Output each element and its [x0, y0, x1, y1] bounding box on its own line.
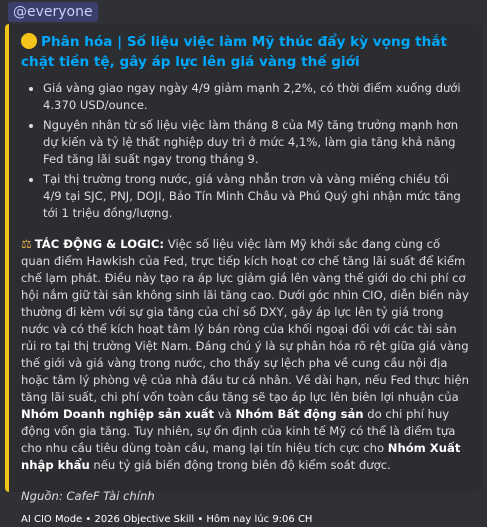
scale-icon: ⚖: [21, 237, 32, 251]
embed-footer: AI CIO Mode • 2026 Objective Skill • Hôm nay lúc 9:06 CH: [21, 514, 313, 525]
yellow-circle-icon: [21, 33, 37, 49]
embed-title[interactable]: [21, 32, 470, 72]
analysis-text-4: nếu tỷ giá biến động trong biên độ kiểm soát được.: [89, 458, 391, 472]
list-item: • Tại thị trường trong nước, giá vàng nhẫn trơn và vàng miếng chiều tối 4/9 tại SJC, PNJ, DOJI, Bảo Tín Minh Châu và Phú Quý ghi nhận mức tăng tới 1 triệu đồng/lượng.: [43, 171, 470, 222]
analysis-text-2: và: [214, 407, 236, 421]
list-item: • Giá vàng giao ngay ngày 4/9 giảm mạnh 2,2%, có thời điểm xuống dưới 4.370 USD/ounce.: [43, 80, 470, 114]
summary-list: [21, 80, 470, 222]
sector-manufacturing: Nhóm Doanh nghiệp sản xuất: [21, 407, 215, 421]
list-item: • Nguyên nhân từ số liệu việc làm tháng 8 của Mỹ tăng trưởng mạnh hơn dự kiến và tỷ lệ thất nghiệp duy trì ở mức 4,1%, làm gia tăng khả năng Fed tăng lãi suất ngay trong tháng 9.: [43, 117, 470, 168]
analysis-label: TÁC ĐỘNG & LOGIC:: [34, 237, 165, 251]
analysis-text-3: do chi phí huy động vốn gia tăng. Tuy nhiên, sự ổn định của kinh tế Mỹ có thể là điểm tựa cho nhu cầu tiêu dùng toàn cầu, mang lại tín hiệu tích cực cho: [21, 407, 456, 455]
news-embed: [5, 24, 482, 525]
analysis-text-1: Việc số liệu việc làm Mỹ khởi sắc đang cùng cố quan điểm Hawkish của Fed, trực tiếp kích hoạt cơ chế tăng lãi suất để kiểm chế lạm phát. Điều này tạo ra áp lực giảm giá lên vàng thế giới do chi phí cơ hội nắm giữ tài sản không sinh lãi tăng cao. Dưới góc nhìn CIO, diễn biến này thường đi kèm với sự gia tăng của chỉ số DXY, gây áp lực lên tỷ giá trong nước và có thể kích hoạt tâm lý bán ròng của khối ngoại đối với các tài sản rủi ro tại thị trường Việt Nam. Đáng chú ý là sự phân hóa rõ rệt giữa giá vàng thế giới và giá vàng trong nước, cho thấy sự lệch pha về cung cầu nội địa hoặc tâm lý phòng vệ của nhà đầu tư cá nhân. Về dài hạn, nếu Fed thực hiện tăng lãi suất, chi phí vốn toàn cầu tăng sẽ tạo áp lực lên biên lợi nhuận của: [21, 237, 470, 404]
everyone-mention[interactable]: @everyone: [8, 2, 98, 22]
sector-real-estate: Nhóm Bất động sản: [235, 407, 364, 421]
embed-title-text[interactable]: Phân hóa | Số liệu việc làm Mỹ thúc đẩy kỳ vọng thắt chặt tiền tệ, gây áp lực lên giá vàng thế giới: [21, 34, 448, 70]
source-line: Nguồn: CafeF Tài chính: [21, 489, 155, 503]
impact-analysis: [21, 236, 470, 474]
sector-import-export: Nhóm Xuất nhập khẩu: [21, 441, 461, 472]
